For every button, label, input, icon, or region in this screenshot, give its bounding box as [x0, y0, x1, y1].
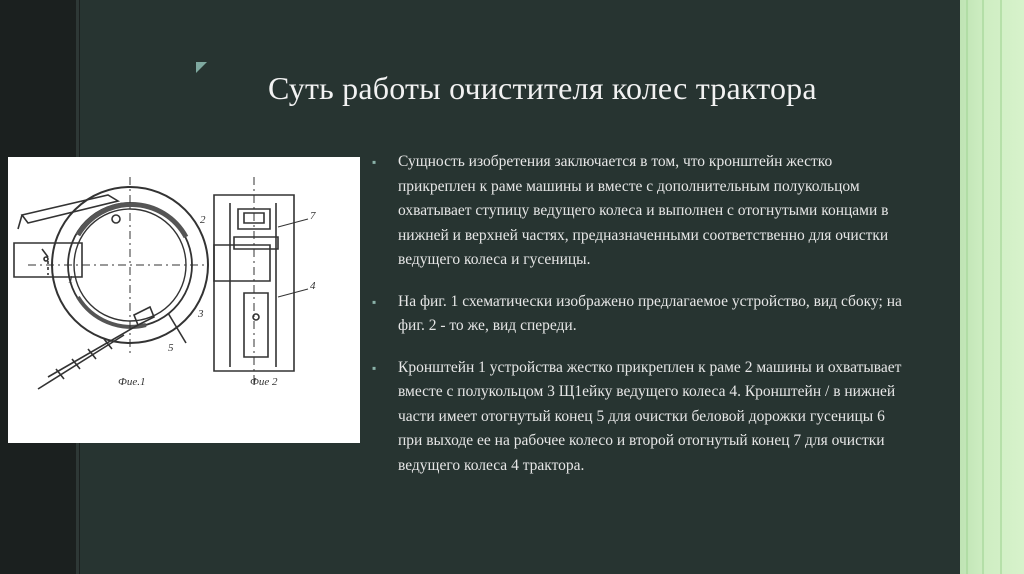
corner-triangle-icon — [196, 62, 207, 73]
bullet-item — [372, 290, 912, 339]
bullet-square-icon: ▪ — [372, 294, 377, 309]
label-2: 2 — [200, 214, 206, 226]
label-5: 5 — [168, 342, 174, 354]
bullet-item — [372, 356, 912, 479]
bullet-text: Кронштейн 1 устройства жестко прикреплен к раме 2 машины и охватывает вместе с полукольцом 3 Щ1ейку ведущего колеса 4. Кронштейн / в нижней части имеет отогнутый конец 5 для очистки беловой дорожки гусеницы 6 при выходе ее на рабочее колесо и второй отогнутый конец 7 для очистки ведущего колеса 4 трактора. — [398, 358, 902, 474]
bullet-square-icon: ▪ — [372, 155, 377, 169]
label-3: 3 — [198, 308, 204, 320]
patent-figure-svg — [8, 157, 360, 443]
label-1: 1 — [68, 274, 74, 286]
right-accent-band — [960, 0, 1024, 574]
bullet-item — [372, 150, 912, 273]
technical-drawing — [8, 157, 360, 443]
label-4: 4 — [310, 280, 316, 292]
label-7: 7 — [310, 210, 316, 222]
bullet-square-icon: ▪ — [372, 360, 377, 375]
bullet-list — [372, 150, 912, 495]
bullet-text: Сущность изобретения заключается в том, что кронштейн жестко прикреплен к раме машины и вместе с дополнительным полукольцом охватывает ступицу ведущего колеса и выполнен с отогнутыми концами в нижней и верхней частях, предназначенными соответственно для очистки ведущего колеса и гусеницы. — [398, 153, 889, 268]
fig1-caption: Фие.1 — [118, 376, 146, 388]
bullet-text: На фиг. 1 схематически изображено предлагаемое устройство, вид сбоку; на фиг. 2 - то же, вид спереди. — [398, 292, 902, 334]
slide-title: Суть работы очистителя колес трактора — [268, 70, 817, 106]
fig2-caption: Фие 2 — [250, 376, 278, 388]
